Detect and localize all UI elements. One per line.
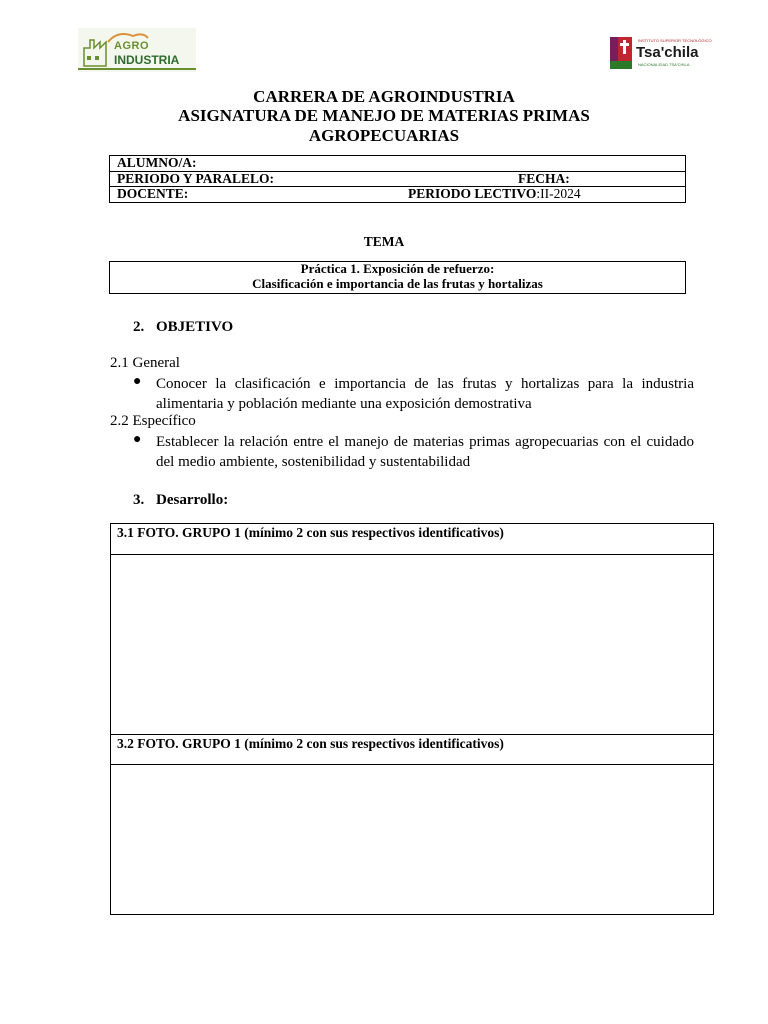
table-row xyxy=(110,156,686,172)
periodo-lectivo-field xyxy=(408,187,581,202)
objetivo-heading: OBJETIVO xyxy=(156,319,234,335)
tema-line-2: Clasificación e importancia de las frutas y hortalizas xyxy=(252,275,543,291)
tema-line-1: Práctica 1. Exposición de refuerzo: xyxy=(300,261,495,276)
general-line-1: Conocer la clasificación e importancia de las frutas y hortalizas para la industria xyxy=(156,376,694,392)
tsachila-logo xyxy=(608,35,712,71)
subject-title: ASIGNATURA DE MANEJO DE MATERIAS PRIMAS xyxy=(178,106,590,125)
table-row xyxy=(110,187,686,203)
logo-institute-bottom-text: NACIONALIDAD TSA'CHILA xyxy=(638,62,690,67)
especifico-subheading: 2.2 Específico xyxy=(110,413,196,429)
objetivo-number: 2. xyxy=(133,319,145,335)
periodo-paralelo-label: PERIODO Y PARALELO: xyxy=(117,170,275,186)
bullet-icon: ● xyxy=(133,432,142,447)
especifico-paragraph xyxy=(156,432,694,472)
tema-box xyxy=(109,261,686,294)
career-title: CARRERA DE AGROINDUSTRIA xyxy=(253,87,515,106)
photo-table xyxy=(110,523,714,915)
docente-label: DOCENTE: xyxy=(117,186,189,201)
tema-heading: TEMA xyxy=(363,234,405,249)
table-row xyxy=(110,171,686,187)
periodo-paralelo-cell[interactable] xyxy=(110,171,686,187)
general-paragraph xyxy=(156,374,694,414)
general-line-2: alimentaria y población mediante una exposición demostrativa xyxy=(156,396,532,412)
photo2-header-row xyxy=(111,735,713,765)
especifico-line-2: del medio ambiente, sostenibilidad y sustentabilidad xyxy=(156,454,471,470)
desarrollo-heading: Desarrollo: xyxy=(156,492,229,508)
subject-title-cont: AGROPECUARIAS xyxy=(308,126,460,145)
desarrollo-number: 3. xyxy=(133,492,145,508)
periodo-lectivo-value: :II-2024 xyxy=(536,186,581,201)
logo-institute-top-text: INSTITUTO SUPERIOR TECNOLÓGICO xyxy=(638,38,712,43)
photo1-header-row xyxy=(111,524,713,555)
logo-tsachila-text: Tsa'chila xyxy=(636,44,699,61)
logo-industria-text: INDUSTRIA xyxy=(114,53,180,67)
docente-cell[interactable] xyxy=(110,187,686,203)
student-info-table xyxy=(109,155,686,203)
bullet-icon: ● xyxy=(133,374,142,389)
logo-agro-text: AGRO xyxy=(114,40,149,52)
general-subheading: 2.1 General xyxy=(110,355,180,371)
photo1-area[interactable] xyxy=(111,555,713,735)
fecha-label: FECHA: xyxy=(518,170,570,186)
especifico-line-1: Establecer la relación entre el manejo de materias primas agropecuarias con el cuidado xyxy=(156,434,694,450)
alumno-cell[interactable] xyxy=(110,156,686,172)
periodo-lectivo-label: PERIODO LECTIVO xyxy=(408,186,537,201)
photo2-label: 3.2 FOTO. GRUPO 1 (mínimo 2 con sus respectivos identificativos) xyxy=(117,736,504,751)
photo1-label: 3.1 FOTO. GRUPO 1 (mínimo 2 con sus respectivos identificativos) xyxy=(117,525,504,540)
alumno-label: ALUMNO/A: xyxy=(117,155,197,170)
agroindustria-logo xyxy=(78,28,196,72)
photo2-area[interactable] xyxy=(111,765,713,914)
